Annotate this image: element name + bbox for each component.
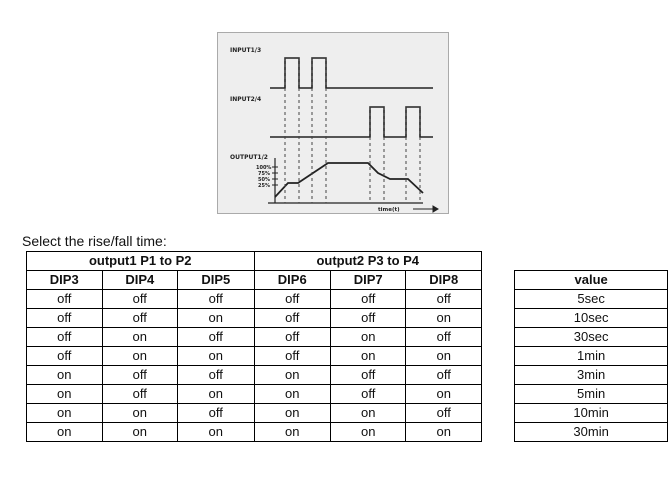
guide-lines [285,58,420,203]
table-row [27,385,668,404]
timing-diagram-svg [218,33,450,215]
value-cell: 30min [515,423,668,442]
group-header-output2: output2 P3 to P4 [254,252,482,271]
table-row [27,423,668,442]
dip-state-cell: on [406,347,482,366]
column-header-row [27,271,668,290]
dip-state-cell: off [406,404,482,423]
dip-state-cell: off [27,328,103,347]
dip-state-cell: on [102,328,178,347]
input1-label: INPUT1/3 [230,47,262,54]
group-header-row [27,252,668,271]
value-cell: 10min [515,404,668,423]
input2-label: INPUT2/4 [230,96,262,103]
dip-state-cell: off [27,347,103,366]
column-header: DIP5 [178,271,254,290]
dip-state-cell: on [254,423,330,442]
output-label: OUTPUT1/2 [230,154,268,161]
percent-25-label: 25% [258,183,270,189]
value-cell: 30sec [515,328,668,347]
dip-state-cell: on [330,328,406,347]
spacer-cell [482,404,515,423]
spacer-cell [482,328,515,347]
dip-state-cell: off [406,290,482,309]
spacer-cell [482,423,515,442]
dip-state-cell: off [254,347,330,366]
dip-state-cell: off [27,309,103,328]
table-body [27,290,668,442]
time-arrow-icon [413,206,438,212]
table-row [27,309,668,328]
dip-state-cell: off [178,404,254,423]
column-header: DIP4 [102,271,178,290]
dip-state-cell: on [254,385,330,404]
dip-state-cell: off [330,290,406,309]
dip-state-cell: on [102,404,178,423]
dip-switch-table [26,251,668,442]
dip-state-cell: on [330,347,406,366]
dip-state-cell: off [102,290,178,309]
dip-state-cell: on [178,309,254,328]
column-header: DIP3 [27,271,103,290]
dip-state-cell: on [102,423,178,442]
caption: Select the rise/fall time: [22,233,167,249]
dip-state-cell: off [178,290,254,309]
dip-state-cell: off [254,290,330,309]
table-row [27,328,668,347]
input1-waveform [270,58,433,88]
value-cell: 3min [515,366,668,385]
dip-state-cell: off [27,290,103,309]
dip-state-cell: on [406,309,482,328]
spacer-cell [482,366,515,385]
dip-state-cell: off [178,366,254,385]
value-cell: 1min [515,347,668,366]
spacer-cell [482,385,515,404]
dip-state-cell: on [330,423,406,442]
table-row [27,366,668,385]
dip-state-cell: on [178,385,254,404]
spacer-cell [482,290,515,309]
dip-state-cell: off [178,328,254,347]
dip-state-cell: off [330,309,406,328]
column-header: DIP7 [330,271,406,290]
dip-state-cell: on [406,423,482,442]
percent-50-label: 50% [258,177,270,183]
table-row [27,404,668,423]
dip-state-cell: off [330,366,406,385]
percent-100-label: 100% [256,165,272,171]
dip-state-cell: on [27,423,103,442]
dip-state-cell: off [254,309,330,328]
dip-state-cell: off [406,366,482,385]
dip-state-cell: on [27,404,103,423]
dip-state-cell: off [330,385,406,404]
percent-75-label: 75% [258,171,270,177]
dip-state-cell: off [102,385,178,404]
spacer-cell [482,271,515,290]
dip-state-cell: on [406,385,482,404]
dip-state-cell: on [27,366,103,385]
output-waveform [275,163,423,197]
dip-state-cell: on [102,347,178,366]
dip-state-cell: on [27,385,103,404]
dip-state-cell: off [254,328,330,347]
spacer-cell [482,347,515,366]
spacer-cell [482,309,515,328]
spacer-cell [482,252,515,271]
timing-diagram [217,32,449,214]
dip-state-cell: off [102,309,178,328]
input2-waveform [270,107,433,137]
value-cell: 5min [515,385,668,404]
table-row [27,290,668,309]
dip-state-cell: off [102,366,178,385]
dip-state-cell: on [254,366,330,385]
column-header: DIP8 [406,271,482,290]
dip-state-cell: on [330,404,406,423]
dip-state-cell: off [406,328,482,347]
group-header-output1: output1 P1 to P2 [27,252,255,271]
dip-state-cell: on [178,423,254,442]
dip-state-cell: on [254,404,330,423]
value-cell: 5sec [515,290,668,309]
time-label: time(t) [378,207,400,213]
column-header: value [515,271,668,290]
value-cell: 10sec [515,309,668,328]
dip-state-cell: on [178,347,254,366]
column-header: DIP6 [254,271,330,290]
spacer-cell [515,252,668,271]
table-row [27,347,668,366]
